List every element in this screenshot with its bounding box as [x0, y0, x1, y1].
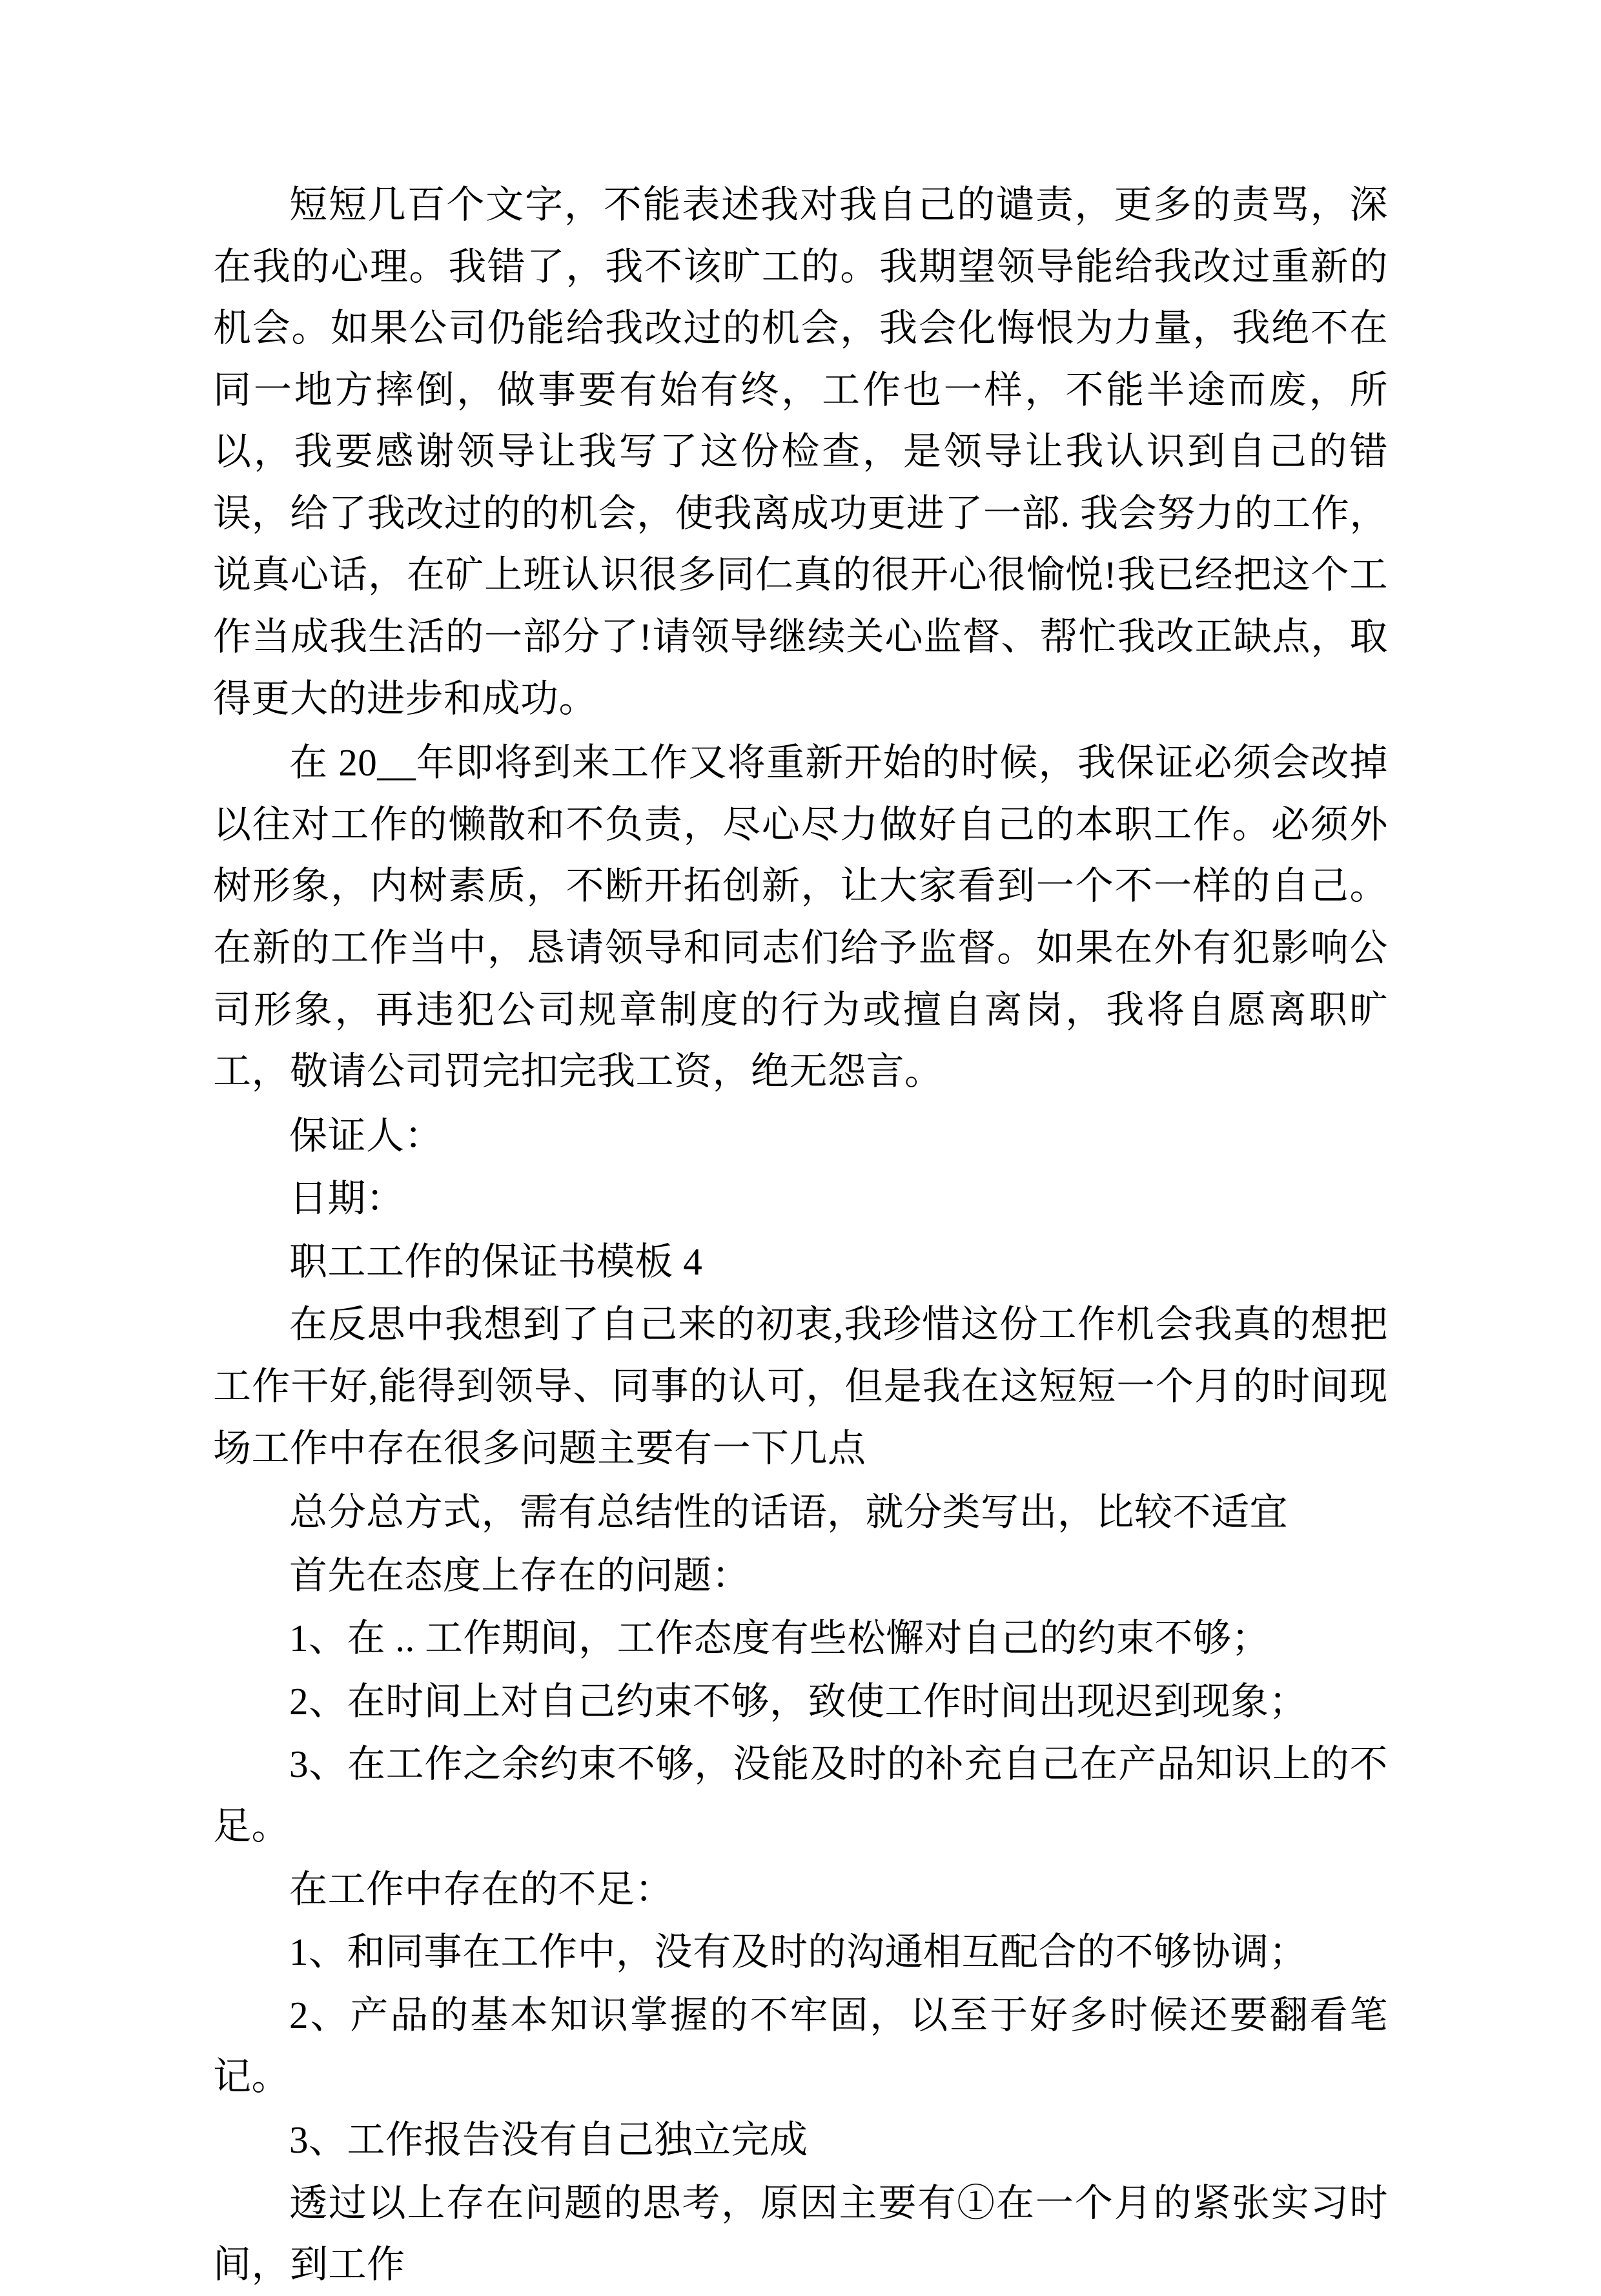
list-item-attitude-3: 3、在工作之余约束不够，没能及时的补充自己在产品知识上的不足。 [213, 1743, 1388, 1848]
section-heading-template-4: 职工工作的保证书模板 4 [289, 1240, 703, 1283]
paragraph-reflection-intro: 在反思中我想到了自己来的初衷,我珍惜这份工作机会我真的想把工作干好,能得到领导、同事的认可，但是我在这短短一个月的时间现场工作中存在很多问题主要有一下几点 [213, 1303, 1388, 1470]
paragraph-self-reproach: 短短几百个文字，不能表述我对我自己的谴责，更多的责骂，深在我的心理。我错了，我不该旷工的。我期望领导能给我改过重新的机会。如果公司仍能给我改过的机会，我会化悔恨为力量，我绝不在同一地方摔倒，做事要有始有终，工作也一样，不能半途而废，所以，我要感谢领导让我写了这份检查，是领导让我认识到自己的错误，给了我改过的的机会，使我离成功更进了一部. 我会努力的工作，说真心话，在矿上班认识很多同仁真的很开心很愉悦!我已经把这个工作当成我生活的一部分了!请领导继续关心监督、帮忙我改正缺点，取得更大的进步和成功。 [213, 183, 1388, 720]
paragraph-attitude-heading: 首先在态度上存在的问题： [289, 1553, 751, 1597]
document-body [213, 174, 1388, 2296]
list-item-attitude-2: 2、在时间上对自己约束不够，致使工作时间出现迟到现象； [289, 1679, 1308, 1723]
paragraph-structure-note: 总分总方式，需有总结性的话语，就分类写出，比较不适宜 [289, 1491, 1289, 1534]
paragraph-work-shortcomings-heading: 在工作中存在的不足： [289, 1867, 674, 1911]
list-item-shortcoming-3: 3、工作报告没有自己独立完成 [289, 2118, 808, 2161]
paragraph-new-year-pledge: 在 20__年即将到来工作又将重新开始的时候，我保证必须会改掉以往对工作的懒散和不负责，尽心尽力做好自己的本职工作。必须外树形象，内树素质，不断开拓创新，让大家看到一个不一样的自己。在新的工作当中，恳请领导和同志们给予监督。如果在外有犯影响公司形象，再违犯公司规章制度的行为或擅自离岗，我将自愿离职旷工，敬请公司罚完扣完我工资，绝无怨言。 [213, 741, 1388, 1093]
paragraph-cause-analysis: 透过以上存在问题的思考，原因主要有①在一个月的紧张实习时间，到工作 [213, 2181, 1388, 2286]
list-item-attitude-1: 1、在 .. 工作期间，工作态度有些松懈对自己的约束不够； [289, 1617, 1270, 1660]
list-item-shortcoming-2: 2、产品的基本知识掌握的不牢固，以至于好多时候还要翻看笔记。 [213, 1993, 1388, 2098]
paragraph-date-label: 日期： [289, 1177, 405, 1220]
paragraph-signature-label: 保证人： [289, 1114, 444, 1157]
list-item-shortcoming-1: 1、和同事在工作中，没有及时的沟通相互配合的不够协调； [289, 1931, 1308, 1974]
